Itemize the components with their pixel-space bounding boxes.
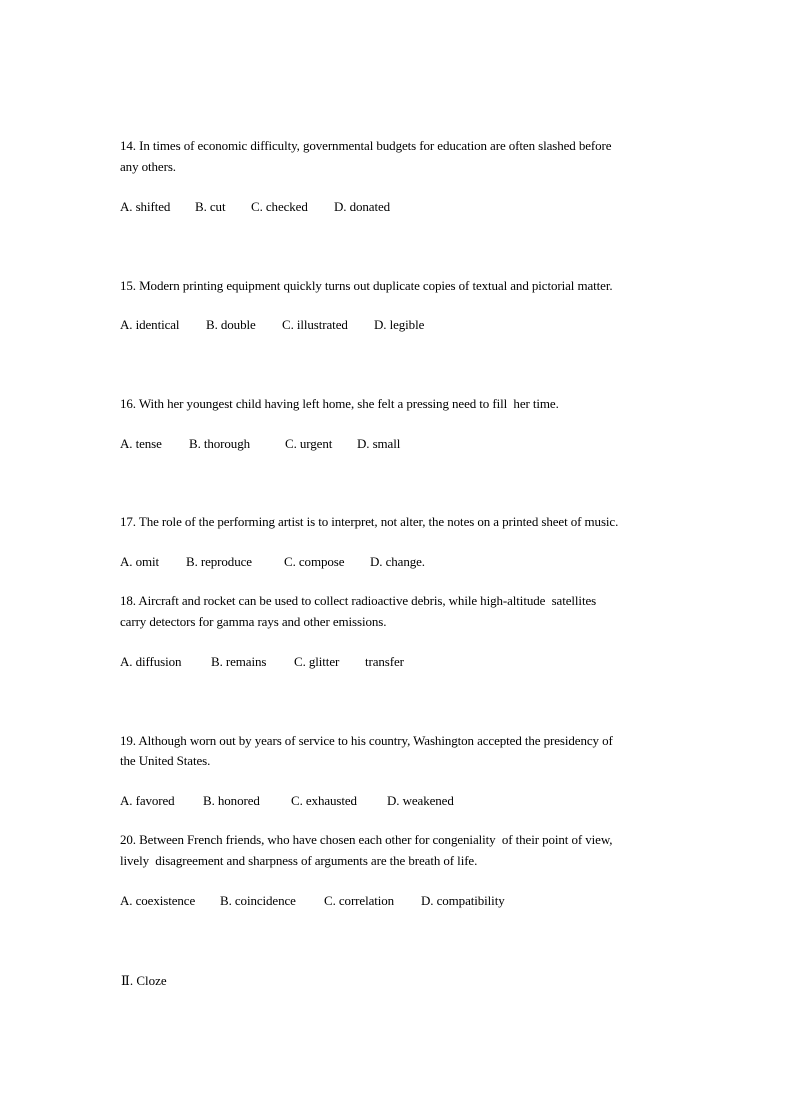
question-15-line-1: 15. Modern printing equipment quickly turns out duplicate copies of textual and pictorial matter.: [120, 278, 613, 293]
question-18-option-c: C. glitter: [294, 654, 340, 669]
question-16-line-1: 16. With her youngest child having left home, she felt a pressing need to fill her time.: [120, 396, 559, 411]
question-17-option-c: C. compose: [284, 554, 345, 569]
question-19-option-b: B. honored: [203, 793, 260, 808]
question-14-option-b: B. cut: [195, 199, 226, 214]
question-20-option-b: B. coincidence: [220, 893, 296, 908]
question-16-option-a: A. tense: [120, 436, 162, 451]
section-heading-cloze: Ⅱ. Cloze: [121, 973, 167, 988]
question-16-option-b: B. thorough: [189, 436, 251, 451]
question-15-option-a: A. identical: [120, 317, 180, 332]
question-15-option-d: D. legible: [374, 317, 425, 332]
question-18-option-a: A. diffusion: [120, 654, 182, 669]
question-15-options: [120, 317, 424, 333]
question-20-options: [120, 893, 505, 909]
question-20-option-c: C. correlation: [324, 893, 395, 908]
question-16-options: [120, 436, 400, 452]
question-16-option-d: D. small: [357, 436, 401, 451]
question-19-line-1: 19. Although worn out by years of service to his country, Washington accepted the presidency of: [120, 733, 613, 748]
question-18-options: [120, 654, 404, 670]
question-17-options: [120, 554, 425, 570]
question-17-option-b: B. reproduce: [186, 554, 252, 569]
question-14-option-c: C. checked: [251, 199, 308, 214]
question-16-option-c: C. urgent: [285, 436, 333, 451]
question-19-options: [120, 793, 454, 809]
question-20-line-2: lively disagreement and sharpness of arguments are the breath of life.: [120, 853, 478, 868]
question-14-line-1: 14. In times of economic difficulty, governmental budgets for education are often slashed before: [120, 138, 612, 153]
question-18-option-b: B. remains: [211, 654, 267, 669]
question-14-option-d: D. donated: [334, 199, 391, 214]
question-17-option-d: D. change.: [370, 554, 425, 569]
question-15-option-b: B. double: [206, 317, 256, 332]
question-18-line-2: carry detectors for gamma rays and other emissions.: [120, 614, 387, 629]
question-19-option-c: C. exhausted: [291, 793, 357, 808]
question-19-option-a: A. favored: [120, 793, 175, 808]
question-20-option-d: D. compatibility: [421, 893, 505, 908]
question-20-option-a: A. coexistence: [120, 893, 196, 908]
question-14-option-a: A. shifted: [120, 199, 171, 214]
question-18-line-1: 18. Aircraft and rocket can be used to collect radioactive debris, while high-altitude satellites: [120, 593, 597, 608]
question-14-line-2: any others.: [120, 159, 176, 174]
question-20-line-1: 20. Between French friends, who have chosen each other for congeniality of their point of view,: [120, 832, 613, 847]
question-15-option-c: C. illustrated: [282, 317, 348, 332]
question-14-options: [120, 199, 390, 215]
question-17-option-a: A. omit: [120, 554, 160, 569]
question-19-option-d: D. weakened: [387, 793, 454, 808]
question-19-line-2: the United States.: [120, 753, 211, 768]
question-17-line-1: 17. The role of the performing artist is to interpret, not alter, the notes on a printed sheet of music.: [120, 514, 619, 529]
question-18-option-d: transfer: [365, 654, 404, 669]
